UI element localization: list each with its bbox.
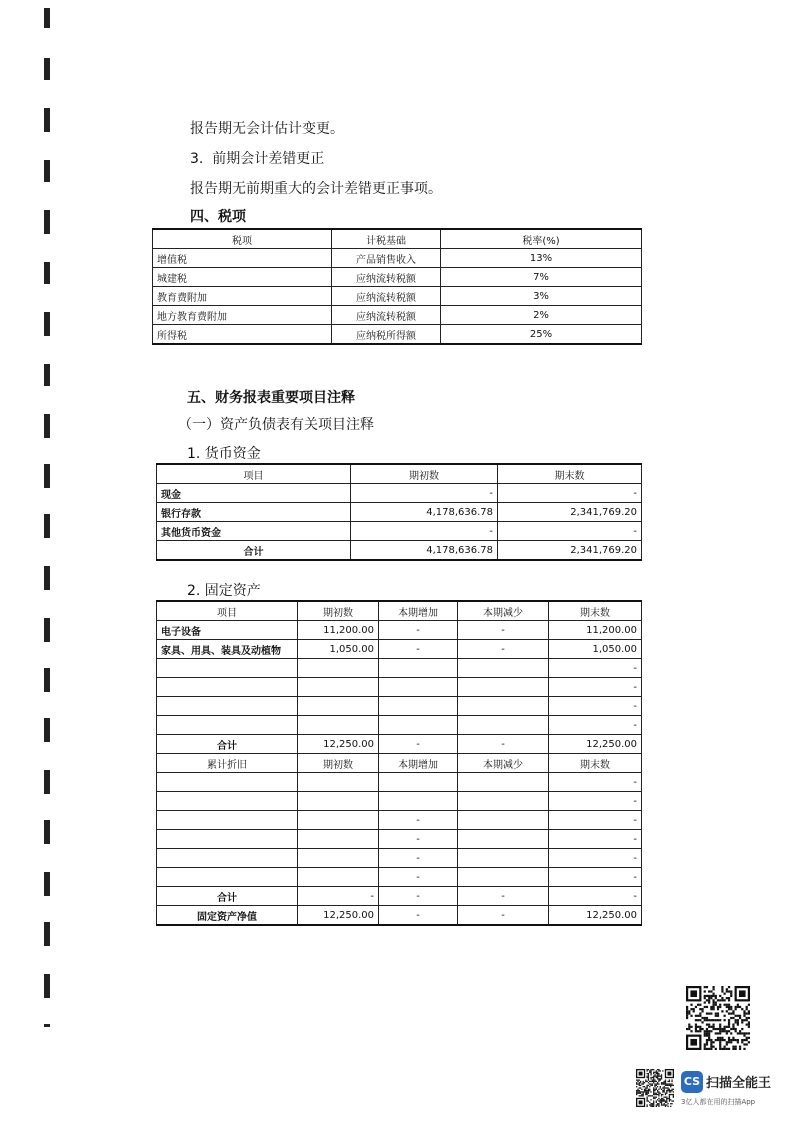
fixed-cell [157, 716, 298, 735]
fixed-cell: - [549, 659, 642, 678]
fixed-cell: - [458, 887, 549, 906]
fixed-cell: - [379, 868, 458, 887]
heading-fixed-assets: 2. 固定资产 [187, 583, 261, 599]
fixed-cell [458, 716, 549, 735]
table-row [157, 868, 642, 887]
tax-cell: 应纳税所得额 [332, 325, 441, 345]
paragraph-no-estimate-change: 报告期无会计估计变更。 [190, 121, 344, 137]
section-title-prior-error [190, 148, 324, 168]
fixed-cell: - [549, 697, 642, 716]
cash-cell: - [351, 484, 498, 503]
fixed-cell [458, 830, 549, 849]
fixed-header-closing: 期末数 [549, 601, 642, 621]
fixed-header-decrease: 本期减少 [458, 601, 549, 621]
cash-cell: 其他货币资金 [157, 522, 351, 541]
fixed-cell [379, 659, 458, 678]
fixed-cell: 11,200.00 [549, 621, 642, 640]
fixed-cell: 12,250.00 [298, 735, 379, 754]
fixed-cell: - [549, 887, 642, 906]
cash-cell: 2,341,769.20 [498, 503, 642, 522]
heading-taxes: 四、税项 [190, 209, 246, 225]
fixed-cell: - [379, 906, 458, 926]
fixed-cell: 12,250.00 [549, 906, 642, 926]
fixed-cell: - [549, 773, 642, 792]
subheading-balance-sheet: （一）资产负债表有关项目注释 [178, 417, 374, 433]
fixed-cell [298, 792, 379, 811]
tax-cell: 应纳流转税额 [332, 306, 441, 325]
table-row [157, 773, 642, 792]
fixed-cell: - [379, 640, 458, 659]
fixed-cell: 家具、用具、装具及动植物 [157, 640, 298, 659]
fixed-cell: - [379, 830, 458, 849]
section-text: 前期会计差错更正 [212, 151, 325, 167]
fixed-cell [458, 697, 549, 716]
fixed-cell: - [379, 811, 458, 830]
cash-cell: 4,178,636.78 [351, 503, 498, 522]
fixed-cell [157, 849, 298, 868]
cash-cell: 4,178,636.78 [351, 541, 498, 561]
tax-header-rate: 税率(%) [441, 229, 642, 249]
table-row [153, 268, 642, 287]
cash-cell: 银行存款 [157, 503, 351, 522]
fixed-cell: - [549, 868, 642, 887]
qr-code-small [636, 1069, 674, 1107]
fixed-cell [298, 773, 379, 792]
cash-cell: - [351, 522, 498, 541]
fixed-cell [157, 659, 298, 678]
fixed-cell: - [549, 849, 642, 868]
tax-cell: 3% [441, 287, 642, 306]
table-row [153, 287, 642, 306]
table-row [157, 503, 642, 522]
fixed-cell [298, 659, 379, 678]
fixed-cell: - [379, 887, 458, 906]
fixed-cell [458, 659, 549, 678]
depreciation-header-cell: 本期减少 [458, 754, 549, 773]
fixed-cell: 固定资产净值 [157, 906, 298, 926]
fixed-cell: - [379, 849, 458, 868]
tax-cell: 应纳流转税额 [332, 287, 441, 306]
fixed-cell [157, 811, 298, 830]
fixed-cell [458, 678, 549, 697]
fixed-cell [298, 697, 379, 716]
fixed-cell [379, 716, 458, 735]
fixed-cell: 合计 [157, 735, 298, 754]
fixed-cell [458, 868, 549, 887]
fixed-cell [379, 773, 458, 792]
fixed-cell [458, 849, 549, 868]
table-row [157, 792, 642, 811]
depreciation-header-cell: 期末数 [549, 754, 642, 773]
table-row [157, 906, 642, 926]
depreciation-header-row [157, 754, 642, 773]
table-row [157, 697, 642, 716]
fixed-cell: - [549, 792, 642, 811]
tax-cell: 13% [441, 249, 642, 268]
cash-header-item: 项目 [157, 464, 351, 484]
tax-cell: 应纳流转税额 [332, 268, 441, 287]
fixed-cell [157, 868, 298, 887]
camscanner-app-name: 扫描全能王 [706, 1076, 772, 1091]
tax-cell: 地方教育费附加 [153, 306, 332, 325]
tax-cell: 所得税 [153, 325, 332, 345]
fixed-assets-table [156, 600, 642, 926]
table-row [157, 678, 642, 697]
fixed-cell [298, 811, 379, 830]
camscanner-tagline: 3亿人都在用的扫描App [681, 1098, 756, 1106]
fixed-cell: - [379, 621, 458, 640]
tax-header-item: 税项 [153, 229, 332, 249]
table-row [157, 830, 642, 849]
table-row [153, 325, 642, 345]
fixed-cell: 1,050.00 [298, 640, 379, 659]
fixed-cell [379, 678, 458, 697]
depreciation-header-cell: 期初数 [298, 754, 379, 773]
cash-cell: - [498, 484, 642, 503]
fixed-cell: - [549, 678, 642, 697]
table-row [157, 621, 642, 640]
cash-header-opening: 期初数 [351, 464, 498, 484]
fixed-cell [379, 792, 458, 811]
fixed-cell [298, 716, 379, 735]
tax-cell: 产品销售收入 [332, 249, 441, 268]
table-row [157, 716, 642, 735]
fixed-cell: 11,200.00 [298, 621, 379, 640]
section-number: 3. [190, 151, 204, 167]
fixed-cell [379, 697, 458, 716]
fixed-cell: - [549, 716, 642, 735]
fixed-cell: - [458, 621, 549, 640]
table-row [157, 849, 642, 868]
camscanner-logo: CS [681, 1071, 703, 1093]
fixed-cell: 合计 [157, 887, 298, 906]
fixed-cell: - [458, 735, 549, 754]
fixed-cell: - [298, 887, 379, 906]
table-row [157, 541, 642, 561]
cash-header-closing: 期末数 [498, 464, 642, 484]
heading-cash: 1. 货币资金 [187, 446, 261, 462]
fixed-cell [458, 811, 549, 830]
fixed-cell: - [379, 735, 458, 754]
paragraph-no-prior-error: 报告期无前期重大的会计差错更正事项。 [190, 181, 442, 197]
tax-cell: 城建税 [153, 268, 332, 287]
cash-cell: 2,341,769.20 [498, 541, 642, 561]
fixed-cell: - [549, 830, 642, 849]
tax-header-basis: 计税基础 [332, 229, 441, 249]
fixed-cell: 12,250.00 [549, 735, 642, 754]
fixed-cell [157, 678, 298, 697]
cash-cell: - [498, 522, 642, 541]
fixed-cell: 1,050.00 [549, 640, 642, 659]
depreciation-header-cell: 本期增加 [379, 754, 458, 773]
fixed-header-increase: 本期增加 [379, 601, 458, 621]
fixed-cell [458, 792, 549, 811]
tax-cell: 25% [441, 325, 642, 345]
fixed-cell: 电子设备 [157, 621, 298, 640]
fixed-cell [157, 697, 298, 716]
tax-cell: 教育费附加 [153, 287, 332, 306]
table-row [157, 811, 642, 830]
table-row [157, 484, 642, 503]
fixed-cell [298, 868, 379, 887]
fixed-cell [458, 773, 549, 792]
table-row [157, 640, 642, 659]
fixed-cell: 12,250.00 [298, 906, 379, 926]
tax-cell: 增值税 [153, 249, 332, 268]
tax-cell: 7% [441, 268, 642, 287]
fixed-cell [298, 830, 379, 849]
fixed-cell: - [549, 811, 642, 830]
heading-statement-notes: 五、财务报表重要项目注释 [187, 390, 355, 406]
tax-table [152, 228, 642, 345]
fixed-cell [298, 849, 379, 868]
fixed-cell [157, 830, 298, 849]
table-row [153, 249, 642, 268]
cash-table [156, 463, 642, 561]
fixed-cell: - [458, 640, 549, 659]
depreciation-header-cell: 累计折旧 [157, 754, 298, 773]
cash-cell: 合计 [157, 541, 351, 561]
table-row [157, 659, 642, 678]
table-row [157, 522, 642, 541]
fixed-header-opening: 期初数 [298, 601, 379, 621]
fixed-cell: - [458, 906, 549, 926]
fixed-header-item: 项目 [157, 601, 298, 621]
table-row [157, 735, 642, 754]
qr-code-large [686, 986, 750, 1050]
table-row [157, 887, 642, 906]
cash-cell: 现金 [157, 484, 351, 503]
table-row [153, 306, 642, 325]
fixed-cell [157, 792, 298, 811]
fixed-cell [157, 773, 298, 792]
fixed-cell [298, 678, 379, 697]
tax-cell: 2% [441, 306, 642, 325]
